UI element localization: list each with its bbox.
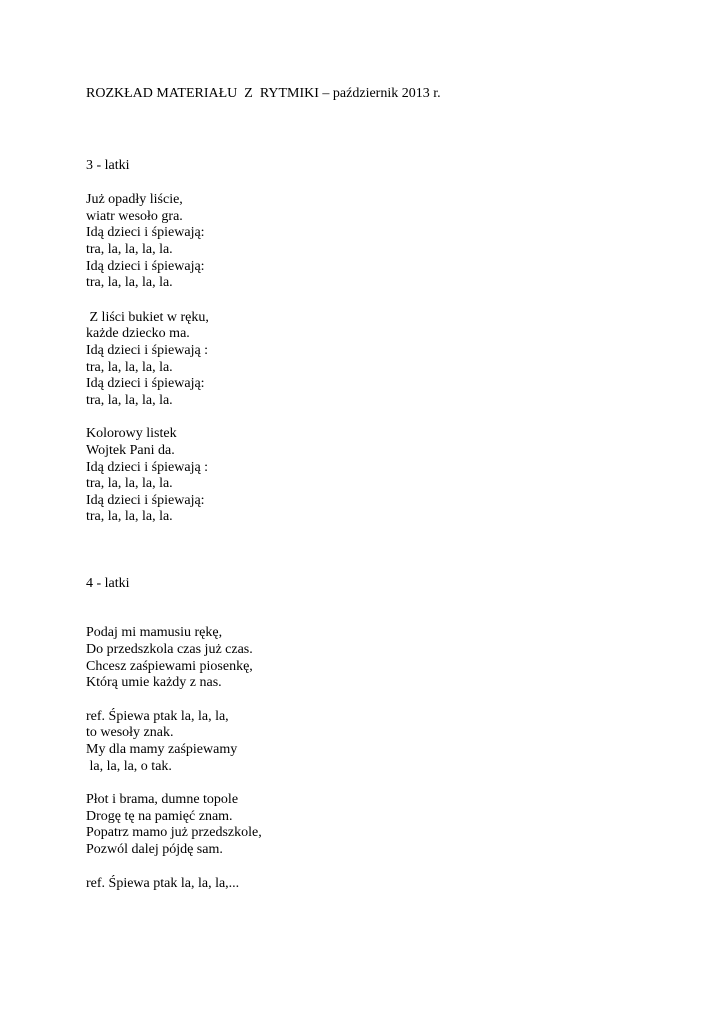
refrain-4-latki-repeat [86,876,686,893]
verse-line: to wesoły znak. [86,725,174,741]
verse-line: Już opadły liście, [86,192,183,208]
verse-line: My dla mamy zaśpiewamy [86,742,238,758]
refrain-4-latki [86,709,686,775]
verse-line: Płot i brama, dumne topole [86,792,239,808]
section-heading-3-latki: 3 - latki [86,157,130,173]
verse-line: tra, la, la, la, la. [86,392,173,408]
verse-3-latki-2 [86,310,686,410]
verse-line: Idą dzieci i śpiewają : [86,459,209,475]
verse-line: Kolorowy listek [86,426,177,442]
verse-line: Idą dzieci i śpiewają: [86,225,205,241]
verse-line: Popatrz mamo już przedszkole, [86,825,262,841]
verse-line: Którą umie każdy z nas. [86,675,222,691]
verse-line: Wojtek Pani da. [86,442,175,458]
verse-line: Podaj mi mamusiu rękę, [86,625,223,641]
verse-line: la, la, la, o tak. [86,758,172,774]
verse-line: wiatr wesoło gra. [86,208,183,224]
verse-line: Pozwól dalej pójdę sam. [86,842,223,857]
verse-line: Idą dzieci i śpiewają: [86,376,205,392]
verse-line: tra, la, la, la, la. [86,275,173,291]
verse-line: tra, la, la, la, la. [86,241,173,257]
document-page [86,86,686,892]
verse-line: Idą dzieci i śpiewają: [86,258,205,274]
verse-line: ref. Śpiewa ptak la, la, la, [86,708,229,724]
verse-4-latki-2 [86,792,686,858]
verse-line: Drogę tę na pamięć znam. [86,808,233,824]
verse-line: Do przedszkola czas już czas. [86,642,253,658]
verse-line: Idą dzieci i śpiewają : [86,342,209,358]
verse-4-latki-1 [86,625,686,691]
verse-3-latki-3 [86,426,686,526]
verse-line: ref. Śpiewa ptak la, la, la,... [86,875,240,891]
verse-line: tra, la, la, la, la. [86,509,173,525]
verse-line: każde dziecko ma. [86,326,190,342]
verse-line: tra, la, la, la, la. [86,359,173,375]
verse-line: Idą dzieci i śpiewają: [86,492,205,508]
verse-line: Z liści bukiet w ręku, [86,309,209,325]
verse-3-latki-1 [86,192,686,292]
document-title: ROZKŁAD MATERIAŁU Z RYTMIKI – październik 2013 r. [86,86,441,101]
section-heading-4-latki: 4 - latki [86,575,130,591]
verse-line: Chcesz zaśpiewami piosenkę, [86,658,253,674]
verse-line: tra, la, la, la, la. [86,476,173,492]
